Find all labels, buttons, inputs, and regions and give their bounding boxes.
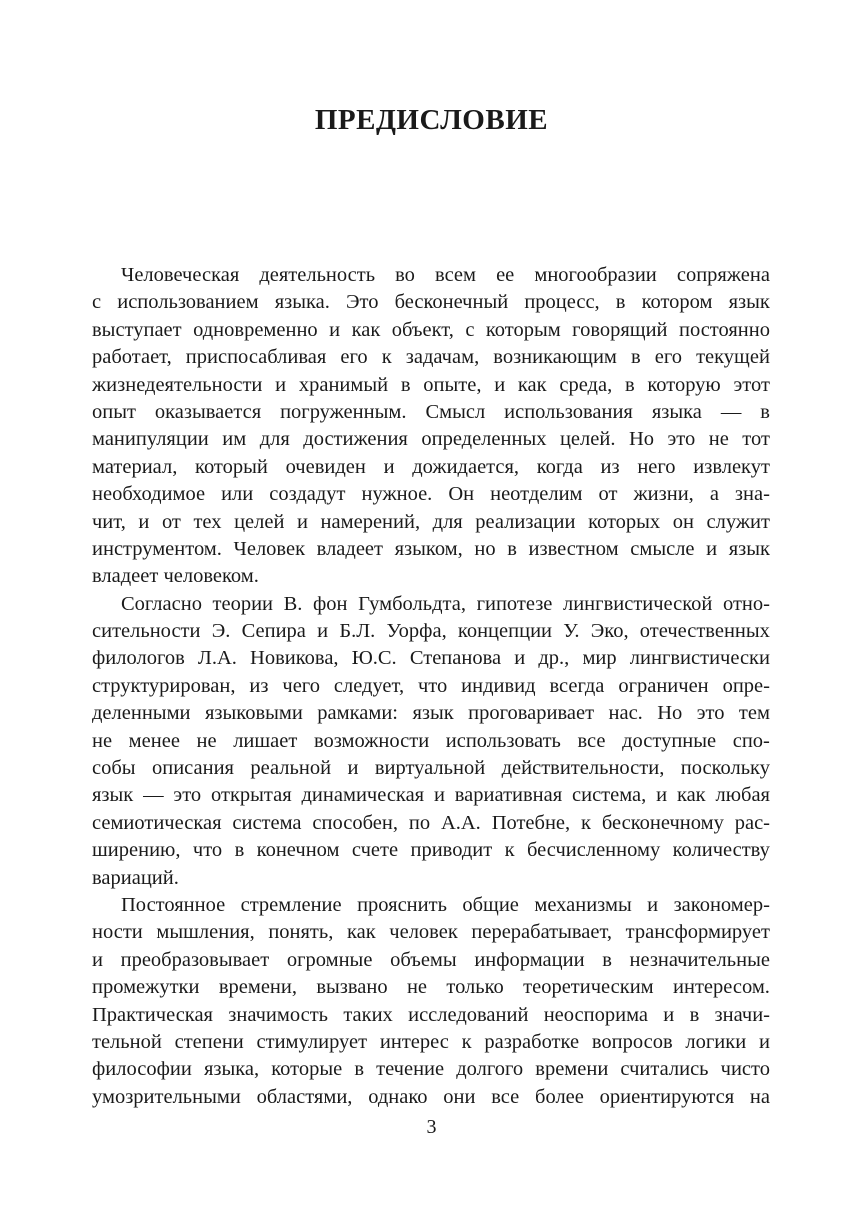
text-line: чит, и от тех целей и намерений, для реализации которых он служит — [92, 510, 770, 533]
text-line: семиотическая система способен, по А.А. Потебне, к бесконечному рас- — [92, 811, 770, 834]
text-line: владеет человеком. — [92, 565, 259, 588]
text-line: и преобразовывает огромные объемы информации в незначительные — [92, 948, 770, 971]
text-line: вариаций. — [92, 866, 179, 889]
text-line: опыт оказывается погруженным. Смысл использования языка — в — [92, 400, 770, 423]
text-line: манипуляции им для достижения определенных целей. Но это не тот — [92, 428, 770, 451]
text-line: Постоянное стремление прояснить общие механизмы и закономер- — [121, 893, 770, 916]
text-line: не менее не лишает возможности использовать все доступные спо- — [92, 729, 770, 752]
text-line: выступает одновременно и как объект, с которым говорящий постоянно — [92, 318, 770, 341]
text-line: промежутки времени, вызвано не только теоретическим интересом. — [92, 976, 770, 999]
text-line: Человеческая деятельность во всем ее многообразии сопряжена — [121, 264, 770, 286]
text-line: сительности Э. Сепира и Б.Л. Уорфа, концепции У. Эко, отечественных — [92, 620, 770, 643]
text-line: работает, приспосабливая его к задачам, возникающим в его текущей — [92, 346, 770, 369]
text-line: умозрительными областями, однако они все более ориентируются на — [92, 1085, 770, 1108]
text-line: необходимое или создадут нужное. Он неотделим от жизни, а зна- — [92, 483, 770, 506]
text-line: философии языка, которые в течение долгого времени считались чисто — [92, 1058, 770, 1081]
text-line: Согласно теории В. фон Гумбольдта, гипотезе лингвистической отно- — [121, 592, 770, 615]
text-line: ности мышления, понять, как человек перерабатывает, трансформирует — [92, 921, 770, 944]
text-line: деленными языковыми рамками: язык проговаривает нас. Но это тем — [92, 702, 770, 725]
page-title: ПРЕДИСЛОВИЕ — [314, 104, 549, 136]
text-line: ширению, что в конечном счете приводит к бесчисленному количеству — [92, 839, 770, 862]
text-line: жизнедеятельности и хранимый в опыте, и как среда, в которую этот — [92, 373, 770, 396]
text-line: филологов Л.А. Новикова, Ю.С. Степанова и др., мир лингвистически — [92, 647, 770, 670]
text-line: собы описания реальной и виртуальной действительности, поскольку — [92, 757, 770, 780]
text-line: материал, который очевиден и дожидается, когда из него извлекут — [92, 455, 770, 478]
text-line: язык — это открытая динамическая и вариативная система, и как любая — [92, 784, 770, 807]
page-number: 3 — [426, 1116, 437, 1138]
text-line: Практическая значимость таких исследований неоспорима и в значи- — [92, 1003, 770, 1026]
text-line: структурирован, из чего следует, что индивид всегда ограничен опре- — [92, 674, 770, 697]
text-line: с использованием языка. Это бесконечный процесс, в котором язык — [92, 291, 770, 314]
body-text — [92, 262, 770, 1111]
text-line: инструментом. Человек владеет языком, но в известном смысле и язык — [92, 537, 770, 560]
text-line: тельной степени стимулирует интерес к разработке вопросов логики и — [92, 1030, 770, 1053]
